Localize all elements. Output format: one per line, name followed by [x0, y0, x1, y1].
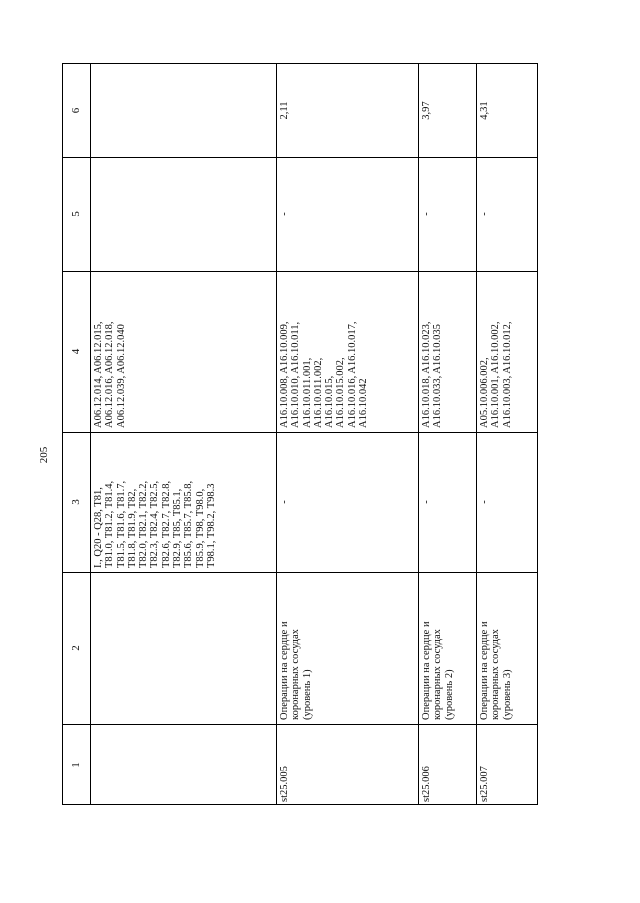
table-row-col4: A16.10.018, A16.10.023, A16.10.033, A16.10.035: [421, 321, 444, 428]
table-row-col4: A05.10.006.002, A16.10.001, A16.10.002, A16.10.003, A16.10.012,: [479, 321, 513, 428]
table-row-code: st25.005: [279, 766, 290, 802]
header-col-2: 2: [70, 645, 82, 651]
table-row-name: Операции на сердце и коронарных сосудах (уровень 2): [421, 621, 455, 720]
table-row-code: st25.007: [479, 766, 490, 802]
continuation-service-codes: A06.12.014, A06.12.015, A06.12.016, A06.12.018, A06.12.039, A06.12.040: [93, 321, 127, 428]
table-row-col5: -: [279, 212, 290, 216]
page-number: 205: [38, 446, 50, 464]
table-row-name: Операции на сердце и коронарных сосудах (уровень 1): [279, 621, 313, 720]
table-row-col3: -: [421, 500, 432, 504]
table-row-col6: 2,11: [279, 101, 290, 120]
tariff-table: [62, 63, 538, 805]
header-col-5: 5: [70, 211, 82, 217]
table-row-col4: A16.10.008, A16.10.009, A16.10.010, A16.10.011, A16.10.011.001, A16.10.011.002, A16.10.015, A16.10.015.002, A16.10.016, A16.10.017, A16.10.042: [279, 321, 370, 428]
table-row-col6: 3,97: [421, 101, 432, 120]
table-row-col5: -: [479, 212, 490, 216]
continuation-diagnosis-codes: I., Q20 - Q28, T81, T81.0, T81.2, T81.4, T81.5, T81.6, T81.7, T81.8, T81.9, T82, T82.0, T82.1, T82.2, T82.3, T82.4, T82.5, T82.6, T82.7, T82.8, T82.9, T85, T85.1, T85.6, T85.7, T85.8, T85.9, T98, T98.0, T98.1, T98.2, T98.3: [93, 480, 217, 568]
table-row-code: st25.006: [421, 766, 432, 802]
table-row-col3: -: [479, 500, 490, 504]
table-row-name: Операции на сердце и коронарных сосудах (уровень 3): [479, 621, 513, 720]
header-col-6: 6: [70, 107, 82, 114]
header-col-3: 3: [70, 499, 82, 505]
header-col-1: 1: [70, 762, 82, 768]
header-col-4: 4: [70, 348, 82, 355]
table-row-col3: -: [279, 500, 290, 504]
table-row-col6: 4,31: [479, 101, 490, 120]
table-row-col5: -: [421, 212, 432, 216]
